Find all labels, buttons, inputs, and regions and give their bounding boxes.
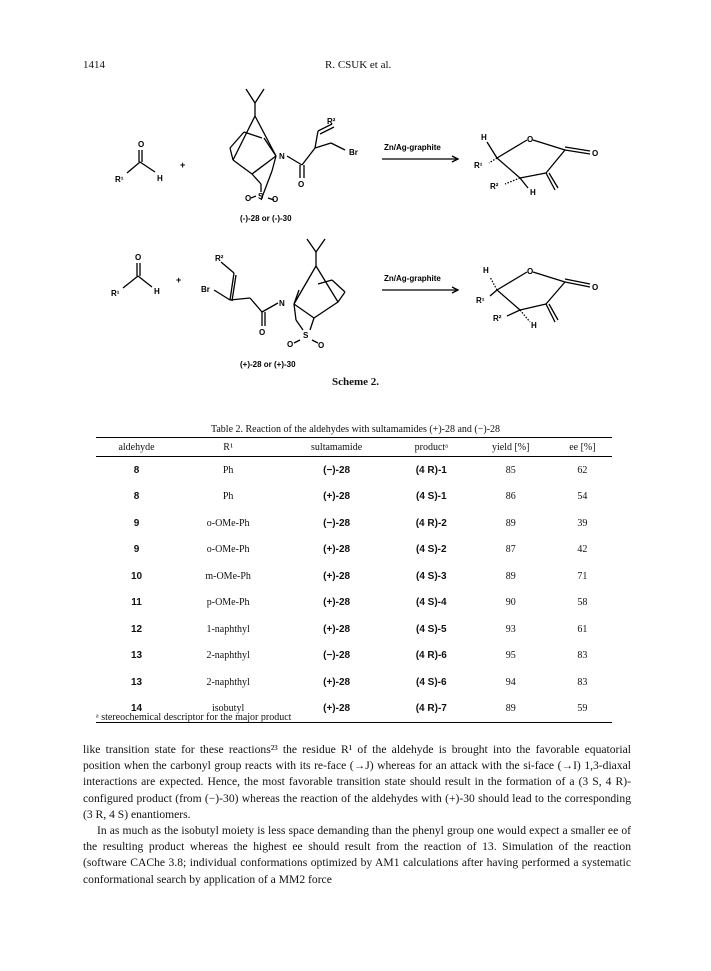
table-cell: 58 [577,597,588,609]
scheme-caption: Scheme 2. [331,376,380,388]
table-cell: 9 [133,544,140,556]
sultam-auxiliary-structure-2 [214,239,345,343]
table-row [96,590,612,617]
amide-oxygen-label: O [259,328,266,337]
column-header: aldehyde [96,438,177,457]
column-header: sultamamide [279,438,394,457]
product-r1-label: R¹ [474,161,483,170]
table-cell: m-OMe-Ph [205,570,251,582]
table-cell: 85 [505,464,516,476]
table-cell: (4 S)-6 [416,676,447,688]
carbonyl-oxygen-label: O [592,283,599,292]
aldehyde-r1-label: R¹ [115,175,124,184]
table-row [96,669,612,696]
table-cell: 2-naphthyl [206,650,250,662]
table-cell: 12 [130,623,143,635]
aldehyde-oxygen-label: O [135,253,142,262]
table-cell: 59 [553,696,612,723]
table-cell: (4 S)-5 [416,623,447,635]
product-h-label: H [483,266,489,275]
table-row [96,484,612,511]
table-row [96,510,612,537]
table-cell: o-OMe-Ph [206,544,250,556]
sulfonyl-oxygen-label: O [272,195,279,204]
paragraph: In as much as the isobutyl moiety is less space demanding than the phenyl group one would expect a smaller ee of the resulting product whereas the highest ee should result from the reaction of 13. Simulation of the reaction (software CAChe 3.8; individual conformations optimized by AM1 calculations after having performed a systematic conformational search by application of a MM2 force [83,824,631,886]
table-cell: (+)-28 [323,676,351,688]
table-footnote: ᵃ stereochemical descriptor for the major product [96,712,292,723]
auxiliary-r2-label: R² [327,117,336,126]
product-h-label: H [530,188,536,197]
amide-oxygen-label: O [298,180,305,189]
table-cell: 11 [131,597,142,609]
table-cell: Ph [222,464,234,476]
table-cell: 89 [505,570,516,582]
table-cell: 86 [505,491,516,503]
sultam-auxiliary-structure-1 [230,89,345,200]
table-cell: 71 [577,570,588,582]
table-cell: (−)-28 [323,517,351,529]
table-row [96,563,612,590]
table-cell: 93 [505,623,516,635]
auxiliary-br-label: Br [349,148,358,157]
table-row [96,457,612,484]
body-text [83,742,631,888]
aldehyde-h-label: H [157,174,163,183]
auxiliary-n-label: N [279,299,285,308]
table-cell: 94 [505,676,516,688]
reagent-label: Zn/Ag-graphite [384,143,441,152]
auxiliary-n-label: N [279,152,285,161]
table-cell: 89 [469,696,553,723]
product-h-label: H [481,133,487,142]
table-cell: (+)-28 [323,570,351,582]
reaction-scheme [0,0,711,372]
sulfur-label: S [258,192,264,201]
table-cell: 89 [505,517,516,529]
table-cell: p-OMe-Ph [206,597,250,609]
column-header: productᵃ [394,438,469,457]
lactone-structure-2 [490,272,590,322]
product-r2-label: R² [490,182,499,191]
table-caption: Table 2. Reaction of the aldehydes with sultamamides (+)-28 and (−)-28 [210,424,501,435]
auxiliary-br-label: Br [201,285,210,294]
table-cell: (−)-28 [323,464,351,476]
paragraph: like transition state for these reactions²³ the residue R¹ of the aldehyde is brought into the favorable equatorial position when the carbonyl group reacts with its re-face (→J) whereas for an attack with the si-face (→I) 1,3-diaxal interactions are expected. Hence, the most favorable transition state should result in the formation of a (3 S, 4 R)-configured product (from (−)-30) whereas the reaction of the aldehydes with (+)-30 should lead to the corresponding (3 R, 4 S) enantiomers. [83,743,631,821]
table-cell: (+)-28 [323,623,351,635]
aldehyde-oxygen-label: O [138,140,145,149]
results-table [96,437,612,723]
table-cell: (4 S)-2 [416,544,447,556]
table-cell: (4 S)-1 [416,491,447,503]
table-cell: 13 [130,676,143,688]
table-cell: (4 R)-6 [415,650,447,662]
auxiliary-r2-label: R² [215,254,224,263]
table-cell: (4 S)-3 [416,570,447,582]
aldehyde-r1-label: R¹ [111,289,120,298]
table-cell: 62 [577,464,588,476]
table-cell: 61 [577,623,588,635]
carbonyl-oxygen-label: O [592,149,599,158]
aldehyde-structure-1 [127,150,155,173]
table-cell: (4 S)-4 [416,597,447,609]
plus-sign: + [180,160,186,170]
table-cell: 54 [577,491,588,503]
column-header: ee [%] [553,438,612,457]
table-cell: 95 [505,650,516,662]
table-cell: 1-naphthyl [206,623,250,635]
table-cell: 87 [505,544,516,556]
ring-oxygen-label: O [527,135,534,144]
table-cell: (4 R)-1 [415,464,447,476]
table-cell: (+)-28 [279,696,394,723]
table-cell: 42 [577,544,588,556]
table-cell: Ph [222,491,234,503]
reagent-label: Zn/Ag-graphite [384,274,441,283]
table-cell: 14 [96,696,177,723]
table-cell: (+)-28 [323,544,351,556]
table-row [96,537,612,564]
sulfonyl-oxygen-label: O [318,341,325,350]
table-cell: 83 [577,676,588,688]
compound-label: (+)-28 or (+)-30 [240,360,296,369]
running-head: R. CSUK et al. [325,59,392,71]
table-cell: 10 [130,570,143,582]
product-h-label: H [531,321,537,330]
table-cell: 8 [133,464,140,476]
table-header-row [96,438,612,457]
sulfur-label: S [303,331,309,340]
table-row [96,616,612,643]
table-cell: (+)-28 [323,597,351,609]
table-cell: (+)-28 [323,491,351,503]
table-cell: 90 [505,597,516,609]
product-r2-label: R² [493,314,502,323]
table-cell: 8 [133,491,140,503]
table-cell: (−)-28 [323,650,351,662]
plus-sign: + [176,275,182,285]
aldehyde-structure-2 [123,263,152,288]
column-header: R¹ [177,438,279,457]
table-cell: 83 [577,650,588,662]
table-cell: 9 [133,517,140,529]
table-row [96,643,612,670]
aldehyde-h-label: H [154,287,160,296]
sulfonyl-oxygen-label: O [287,340,294,349]
product-r1-label: R¹ [476,296,485,305]
page-number: 1414 [83,59,105,71]
column-header: yield [%] [469,438,553,457]
table-cell: 39 [577,517,588,529]
table-cell: (4 R)-7 [394,696,469,723]
sulfonyl-oxygen-label: O [245,194,252,203]
table-cell: 13 [130,650,143,662]
table-cell: (4 R)-2 [415,517,447,529]
ring-oxygen-label: O [527,267,534,276]
table-cell: o-OMe-Ph [206,517,250,529]
table-cell: 2-naphthyl [206,676,250,688]
compound-label: (-)-28 or (-)-30 [240,214,292,223]
lactone-structure-1 [487,140,590,190]
table-cell: isobutyl [177,696,279,723]
